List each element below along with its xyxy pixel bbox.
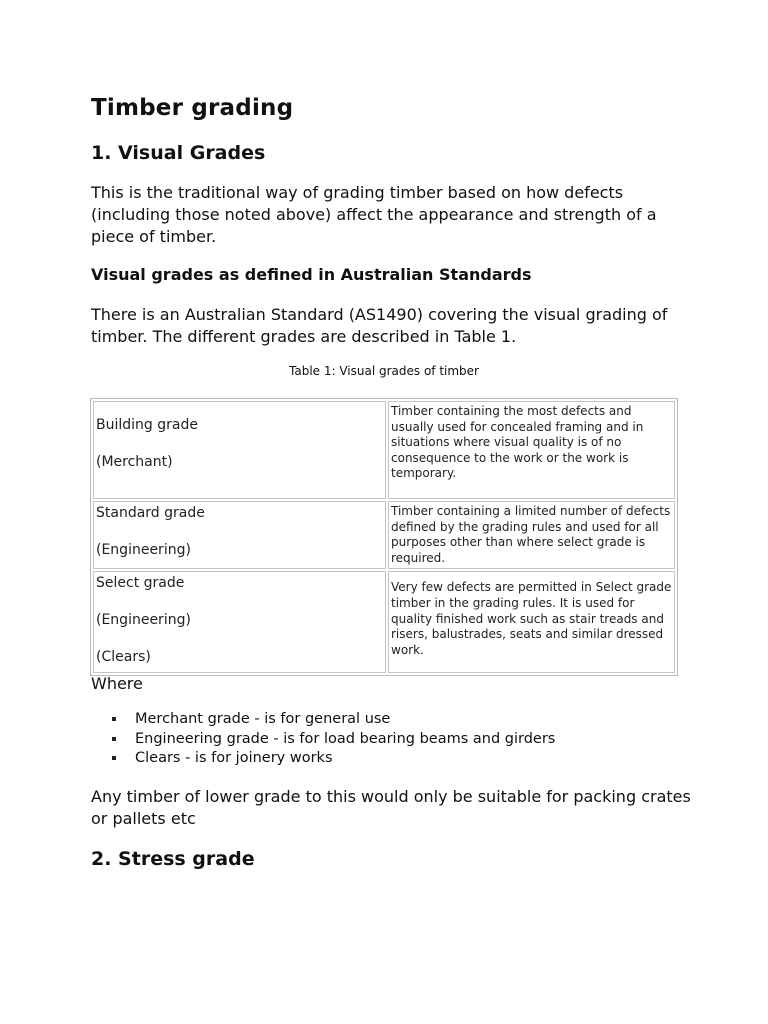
grade-alias: (Engineering) (96, 542, 191, 558)
list-item-text: Merchant grade - is for general use (135, 711, 391, 727)
list-item (108, 749, 555, 769)
list-item (108, 710, 555, 730)
list-item (108, 730, 555, 750)
list-item-text: Engineering grade - is for load bearing beams and girders (135, 730, 556, 747)
standard-paragraph: There is an Australian Standard (AS1490) covering the visual grading of timber. The different grades are described in Table 1. (91, 305, 668, 346)
grade-description: Timber containing a limited number of defects defined by the grading rules and used for all purposes other than where select grade is required. (388, 501, 675, 569)
lower-grade-paragraph: Any timber of lower grade to this would only be suitable for packing crates or pallets etc (91, 787, 691, 828)
table-row (93, 401, 675, 499)
grade-alias: (Engineering) (96, 612, 191, 629)
grade-alias: (Merchant) (96, 454, 173, 470)
section-heading-stress-grade: 2. Stress grade (91, 848, 255, 870)
grade-alias: (Clears) (96, 649, 151, 666)
grade-description: Very few defects are permitted in Select grade timber in the grading rules. It is used for quality finished work such as stair treads and risers, balustrades, seats and similar dressed work. (388, 571, 675, 673)
list-item-text: Clears - is for joinery works (135, 750, 333, 766)
grade-name: Building grade (96, 417, 198, 433)
table-row (93, 571, 675, 673)
section-heading-visual-grades: 1. Visual Grades (91, 142, 266, 164)
bullet-icon (112, 756, 116, 760)
bullet-icon (112, 717, 116, 721)
table-row (93, 501, 675, 569)
grade-cell (93, 501, 386, 569)
bullet-icon (112, 737, 116, 741)
grade-cell (93, 401, 386, 499)
grade-name: Standard grade (96, 505, 205, 521)
grade-name: Select grade (96, 575, 185, 592)
grade-usage-list (108, 710, 555, 769)
intro-paragraph: This is the traditional way of grading timber based on how defects (including those noted above) affect the appearance and strength of a piece of timber. (91, 183, 657, 246)
visual-grades-table (90, 398, 678, 676)
where-label: Where (91, 674, 143, 693)
page-title: Timber grading (91, 95, 294, 121)
subheading-australian-standards: Visual grades as defined in Australian Standards (91, 265, 532, 284)
grade-cell (93, 571, 386, 673)
table-caption: Table 1: Visual grades of timber (289, 364, 479, 378)
grade-description: Timber containing the most defects and usually used for concealed framing and in situations where visual quality is of no consequence to the work or the work is temporary. (388, 401, 675, 499)
